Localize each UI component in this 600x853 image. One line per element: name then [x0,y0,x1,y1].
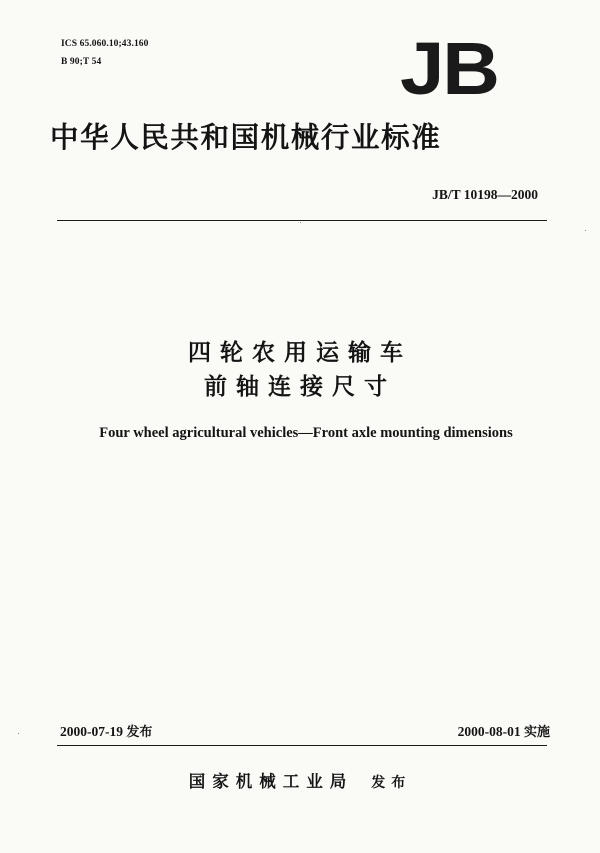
footer-divider [57,745,547,746]
document-title-cn-line2: 前轴连接尺寸 [204,374,396,400]
category-code: B 90;T 54 [61,57,102,67]
standard-code: JB/T 10198—2000 [432,187,538,202]
issuer-action: 发布 [371,775,412,791]
document-title-cn-line1: 四轮农用运输车 [188,340,412,366]
ics-code: ICS 65.060.10;43.160 [61,39,149,49]
document-title-en: Four wheel agricultural vehicles—Front axle mounting dimensions [99,425,513,441]
scan-speck [300,222,301,223]
classification-codes [61,38,149,74]
implement-date-block [458,723,550,742]
issuer-line [0,770,600,795]
issuer-name: 国家机械工业局 [188,772,354,791]
implement-date: 2000-08-01 [457,724,521,739]
scan-speck [18,733,19,734]
issue-date-block [60,723,152,742]
issue-label: 发布 [126,725,153,740]
standard-series-title: 中华人民共和国机械行业标准 [50,121,442,154]
jb-logo: JB [400,27,498,110]
issue-date: 2000-07-19 [60,724,123,739]
scan-speck [585,230,586,231]
header-divider [57,220,547,221]
implement-label: 实施 [523,725,550,740]
